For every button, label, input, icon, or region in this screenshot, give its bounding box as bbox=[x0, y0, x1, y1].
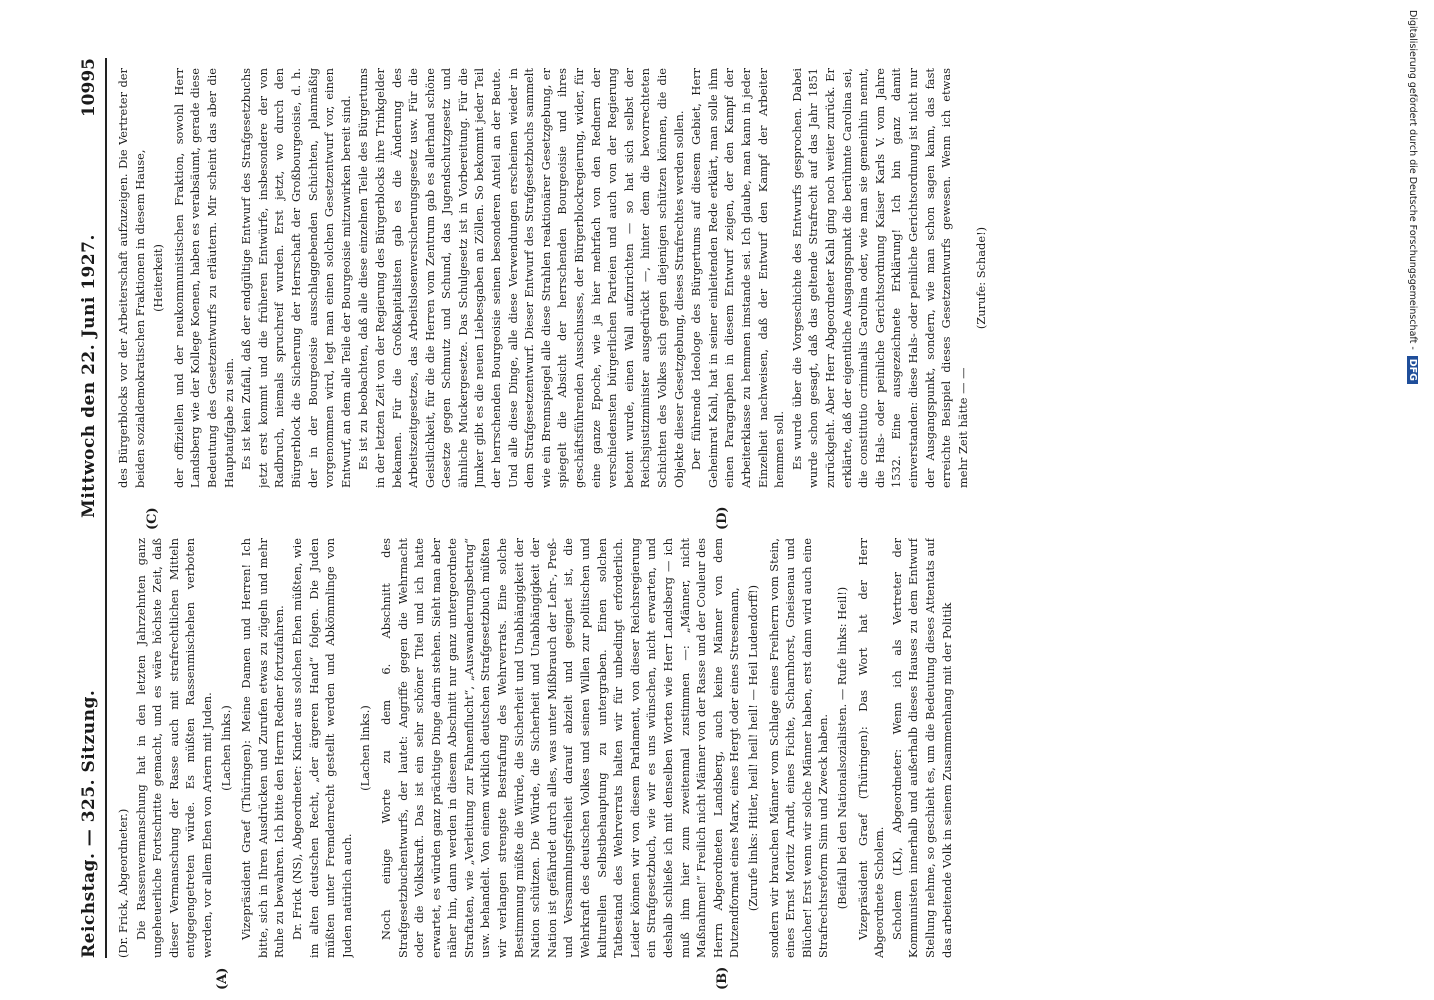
interjection: (Zurufe links: Hitler, heil! heil! heil! — Heil Ludendorff!) bbox=[745, 584, 760, 912]
interjection: (Lachen links.) bbox=[358, 705, 373, 791]
interjection: (Lachen links.) bbox=[218, 705, 233, 791]
paragraph: sondern wir brauchen Männer vom Schlage eines Freiherrn vom Stein, eines Ernst Moritz Arndt, eines Fichte, Scharnhorst, Gneisenau und Blücher! Erst wenn wir solche Männer haben, erst dann wird auch eine Strafrechtsreform Sinn und Zweck haben. bbox=[766, 538, 831, 958]
margin-mark-a: (A) bbox=[215, 967, 230, 990]
column-left bbox=[115, 538, 1400, 958]
paragraph: Es ist zu beobachten, daß alle diese einzelnen Teile des Bürgertums in der letzten Zeit von der Regierung des Bürgerblocks ihre Trinkgelder bekamen. Für die Großkapitalisten gab es die Änderung des Arbeitszeitgesetzes, das Arbeitslosenversicherungsgesetz usw. Für die Geistlichkeit, für die die Herren vom Zentrum gab es allerhand schöne Gesetze gegen Schmutz und Schund, das Jugendschutzgesetz und ähnliche Muckergesetze. Das Schulgesetz ist in Vorbereitung. Für die Junker gibt es die neuen Liebesgaben an Zöllen. So bekommt jeder Teil der herrschenden Bourgeoisie seinen besonderen Anteil an der Beute. Und alle diese Dinge, alle diese Verwendungen erscheinen wieder in dem Strafgesetzentwurf. Dieser Entwurf des Strafgesetzbuchs sammelt wie ein Brennspiegel alle diese Strahlen reaktionärer Gesetzgebung, er spiegelt die Absicht der herrschenden Bourgeoisie und ihres geschäftsführenden Ausschusses, der Bürgerblockregierung, wider, für eine ganze Epoche, wie ja hier mehrfach von den Rednern der verschiedensten bürgerlichen Parteien und auch von der Regierung betont wurde, einen Wall aufzurichten — so hat sich selbst der Reichsjustizminister ausgedrückt —, hinter dem die bevorrechteten Schichten des Volkes sich gegen diejenigen schützen können, die die Objekte dieser Gesetzgebung, dieses Strafrechtes werden sollen. bbox=[356, 68, 686, 488]
interjection: (Beifall bei den Nationalsozialisten. — Rufe links: Heil!) bbox=[834, 586, 849, 910]
margin-mark-d: (D) bbox=[715, 506, 730, 530]
paragraph: Vizepräsident Graef (Thüringen): Das Wort hat der Herr Abgeordnete Scholem. bbox=[855, 538, 887, 958]
column-right bbox=[115, 68, 1400, 488]
margin-mark-c: (C) bbox=[145, 507, 160, 530]
paragraph: Dr. Frick (NS), Abgeordneter: Kinder aus solchen Ehen müßten, wie im alten deutschen Recht, „der ärgeren Hand“ folgen. Die Juden müßten unter Fremdenrecht gestellt werden und Abkömmlinge von Juden natürlich auch. bbox=[289, 538, 354, 958]
paragraph: Vizepräsident Graef (Thüringen): Meine Damen und Herren! Ich bitte, sich in Ihren Ausdrücken und Zurufen etwas zu zügeln und mehr Ruhe zu bewahren. Ich bitte den Herrn Redner fortzufahren. bbox=[239, 538, 287, 958]
margin-mark-b: (B) bbox=[715, 966, 730, 990]
paragraph: (Dr. Frick, Abgeordneter.) bbox=[116, 808, 130, 958]
header-session: Reichstag. — 325. Sitzung. bbox=[79, 689, 99, 958]
paragraph: Scholem (LK), Abgeordneter: Wenn ich als Vertreter der Kommunisten innerhalb und außerhalb dieses Hauses zu dem Entwurf Stellung nehme, so geschieht es, um die Bedeutung dieses Attentats auf das arbeitende Volk in seinem Zusammenhang mit der Politik bbox=[889, 538, 954, 958]
running-header bbox=[75, 58, 105, 958]
paragraph: Die Rassenvermanschung hat in den letzten Jahrzehnten ganz ungeheuerliche Fortschritte gemacht, und es wäre höchste Zeit, daß dieser Vermanschung der Rasse auch mit strafrechtlichen Mitteln entgegengetreten würde. Es müßten Rassenmischehen verboten werden, vor allem Ehen von Ariern mit Juden. bbox=[133, 538, 214, 958]
digitization-credit-text: Digitalisierung gefördert durch die Deutsche Forschungsgemeinschaft - bbox=[1407, 10, 1418, 350]
header-rule bbox=[105, 58, 107, 958]
interjection: (Heiterkeit) bbox=[151, 244, 166, 312]
digitization-credit bbox=[1404, 10, 1418, 990]
interjection: (Zurufe: Schade!) bbox=[974, 226, 989, 330]
paragraph: Es ist kein Zufall, daß der endgültige Entwurf des Strafgesetzbuchs jetzt erst kommt und die früheren Entwürfe, insbesondere der von Radbruch, niemals spruchreif wurden. Erst jetzt, wo durch den Bürgerblock die Sicherung der Herrschaft der Großbourgeoisie, d. h. der in der Bourgeoisie ausschlaggebenden Schichten, planmäßig vorgenommen wird, legt man einen solchen Gesetzentwurf vor, einen Entwurf, an dem alle Teile der Bourgeoisie mitzuwirken bereit sind. bbox=[239, 68, 353, 488]
header-date: Mittwoch den 22. Juni 1927. bbox=[79, 234, 99, 518]
paragraph: des Bürgerblocks vor der Arbeiterschaft aufzuzeigen. Die Vertreter der beiden sozialdemokratischen Fraktionen in diesem Hause, bbox=[116, 68, 147, 488]
page-number: 10995 bbox=[79, 58, 99, 118]
dfg-logo: DFG bbox=[1407, 356, 1418, 384]
paragraph: Es wurde über die Vorgeschichte des Entwurfs gesprochen. Dabei wurde schon gesagt, daß das geltende Strafrecht auf das Jahr 1851 zurückgeht. Aber Herr Abgeordneter Kahl ging noch weiter zurück. Er erklärte, daß der eigentliche Ausgangspunkt die berühmte Carolina sei, die constitutio criminalis Carolina oder, wie man sie gemeinhin nennt, die Hals- oder peinliche Gerichtsordnung Kaiser Karls V. vom Jahre 1532. Eine ausgezeichnete Erklärung! Ich bin ganz damit einverstanden: diese Hals- oder peinliche Gerichtsordnung ist nicht nur der Ausgangspunkt, sondern, wie man schon sagen kann, das fast erreichte Beispiel dieses Gesetzentwurfs gewesen. Wenn ich etwas mehr Zeit hätte — — bbox=[789, 68, 970, 488]
paragraph: Noch einige Worte zu dem 6. Abschnitt des Strafgesetzbuchentwurfs, der lautet: Angriffe gegen die Wehrmacht oder die Volkskraft. Das ist ein sehr schöner Titel und ich hatte erwartet, es würden ganz prächtige Dinge darin stehen. Sieht man aber näher hin, dann werden in diesem Abschnitt nur ganz untergeordnete Straftaten, wie „Verleitung zur Fahnenflucht“, „Auswanderungsbetrug“ usw. behandelt. Von einem wirklich deutschen Strafgesetzbuch müßten wir verlangen strengste Bestrafung des Wehrverrats. Eine solche Bestimmung müßte die Würde, die Sicherheit und Unabhängigkeit der Nation schützen. Die Würde, die Sicherheit und Unabhängigkeit der Nation ist gefährdet durch alles, was unter Mißbrauch der Lehr-, Preß- und Versammlungsfreiheit darauf abzielt und geeignet ist, die Wehrkraft des deutschen Volkes und seinen Willen zur politischen und kulturellen Selbstbehauptung zu untergraben. Einen solchen Tatbestand des Wehrverrats halten wir für unbedingt erforderlich. Leider können wir von diesem Parlament, von dieser Reichsregierung ein Strafgesetzbuch, wie wir es uns wünschen, nicht erwarten, und deshalb schließe ich mit denselben Worten wie Herr Landsberg — ich muß ihm hier zum zweitenmal zustimmen —: „Männer, nicht Maßnahmen!“ Freilich nicht Männer von der Rasse und der Couleur des Herrn Abgeordneten Landsberg, auch keine Männer von dem Dutzendformat eines Marx, eines Hergt oder eines Stresemann, bbox=[378, 538, 742, 958]
rotated-document-sheet bbox=[75, 58, 1405, 990]
paragraph: der offiziellen und der neukommunistischen Fraktion, sowohl Herr Landsberg wie der Kollege Koenen, haben es verabsäumt, gerade diese Bedeutung des Gesetzentwurfs zu erläutern. Mir scheint das aber die Hauptaufgabe zu sein. bbox=[171, 68, 236, 488]
paragraph: Der führende Ideologe des Bürgertums auf diesem Gebiet, Herr Geheimrat Kahl, hat in seiner einleitenden Rede erklärt, man solle ihm einen Paragraphen in diesem Entwurf zeigen, der den Kampf der Arbeiterklasse zu hemmen imstande sei. Ich glaube, man kann in jeder Einzelheit nachweisen, daß der Entwurf den Kampf der Arbeiter hemmen soll. bbox=[689, 68, 787, 488]
